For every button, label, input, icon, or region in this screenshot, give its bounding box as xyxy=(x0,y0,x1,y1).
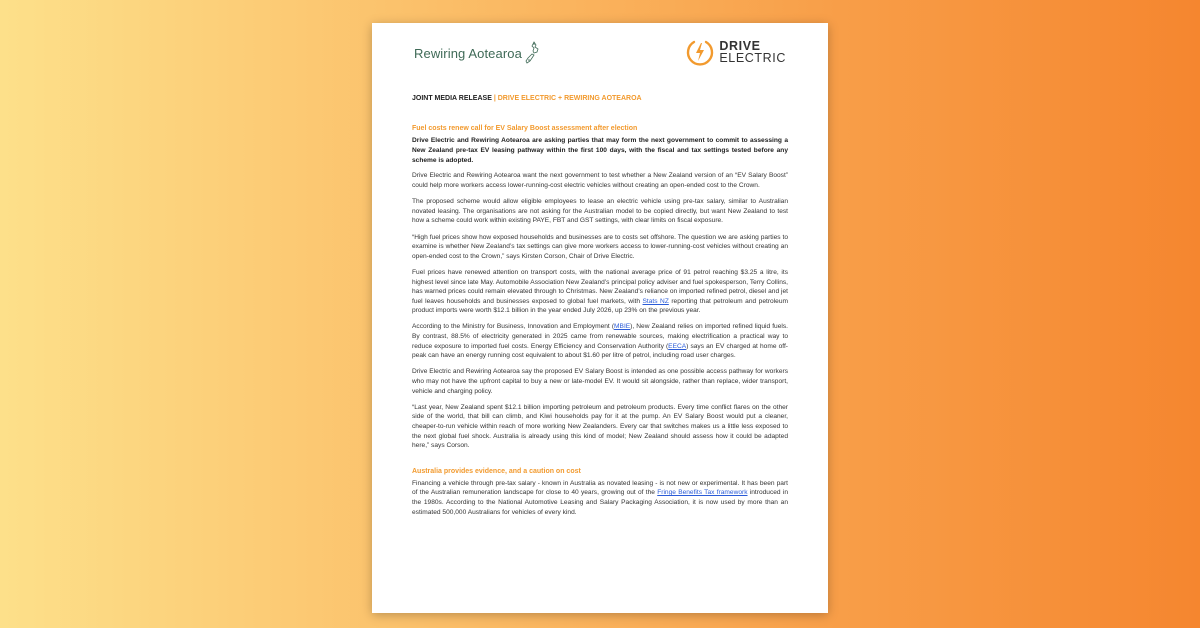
paragraph-2: The proposed scheme would allow eligible employees to lease an electric vehicle using pre-tax salary, similar to Australian novated leasing. The organisations are not asking for the Australian model to be copied directly, but want New Zealand to test how a scheme could work within existing PAYE, FBT and GST settings, with clear limits on fiscal exposure. xyxy=(412,198,788,225)
drive-electric-wordmark: DRIVE ELECTRIC xyxy=(719,39,786,65)
paragraph-8: Financing a vehicle through pre-tax salary - known in Australia as novated leasing - is not new or experimental. It has been part of the Australian remuneration landscape for close to 40 years, growing out of the Fringe Benefits Tax framework introduced in the 1980s. According to the National Automotive Leasing and Salary Packaging Association, it is now used by more than an estimated 500,000 Australians for vehicles of every kind. xyxy=(412,479,788,516)
paragraph-5: According to the Ministry for Business, Innovation and Employment (MBIE), New Zealand relies on imported refined liquid fuels. By contrast, 88.5% of electricity generated in 2025 came from renewable sources, making electrification a practical way to reduce exposure to imported fuel costs. Energy Efficiency and Conservation Authority (EECA) says an EV charged at home off-peak can have an energy running cost equivalent to about $1.60 per litre of petrol, including road user charges. xyxy=(412,323,789,360)
paragraph-4: Fuel prices have renewed attention on transport costs, with the national average price of 91 petrol reaching $3.25 a litre, its highest level since late May. Automobile Association New Zealand’s principal policy adviser and fuel spokesperson, Terry Collins, has warned prices could remain elevated through to Christmas. New Zealand’s reliance on imported refined petrol, diesel and jet fuel leaves households and businesses exposed to global fuel markets, with Stats NZ reporting that petroleum and petroleum product imports were worth $12.1 billion in the year ended July 2026, up 23% on the previous year. xyxy=(412,268,788,315)
paragraph-1: Drive Electric and Rewiring Aotearoa want the next government to test whether a New Zealand version of an “EV Salary Boost” could help more workers access lower-running-cost electric vehicles without creating an open-ended cost to the Crown. xyxy=(412,172,788,189)
stats-nz-link[interactable]: Stats NZ xyxy=(642,297,669,305)
lead-paragraph: Drive Electric and Rewiring Aotearoa are asking parties that may form the next government to commit to assessing a New Zealand pre-tax EV leasing pathway within the first 100 days, with the fiscal and tax settings tested before any scheme is adopted. xyxy=(412,137,788,164)
eeca-link[interactable]: EECA xyxy=(668,342,687,350)
release-separator: | xyxy=(493,95,496,102)
new-zealand-map-icon xyxy=(525,41,541,65)
paragraph-7: “Last year, New Zealand spent $12.1 billion importing petroleum and petroleum products. Every time conflict flares on the other side of the world, that bill can climb, and Kiwi households pay for it at the pump. An EV Salary Boost would put a cleaner, cheaper-to-run vehicle within reach of more working New Zealanders. Every car that switches makes us a little less exposed to the next global fuel shock. Australia is already using this kind of model; New Zealand should assess how it could be adapted here,” says Corson. xyxy=(412,403,788,450)
drive-electric-logo xyxy=(685,37,786,67)
section-heading: Australia provides evidence, and a caution on cost xyxy=(412,467,581,475)
release-partners: DRIVE ELECTRIC + REWIRING AOTEAROA xyxy=(497,95,642,102)
rewiring-aotearoa-wordmark: Rewiring Aotearoa xyxy=(414,45,522,61)
rewiring-aotearoa-logo xyxy=(414,41,541,65)
fringe-benefits-link[interactable]: Fringe Benefits Tax framework xyxy=(657,489,748,497)
logo-header xyxy=(412,23,788,93)
release-label: JOINT MEDIA RELEASE xyxy=(412,95,492,102)
paragraph-6: Drive Electric and Rewiring Aotearoa say the proposed EV Salary Boost is intended as one possible access pathway for workers who may not have the upfront capital to buy a new or late-model EV. It would sit alongside, rather than replace, wider transport, vehicle and charging policy. xyxy=(412,368,788,395)
paragraph-3: “High fuel prices show how exposed households and businesses are to costs set offshore. The question we are asking parties to examine is whether New Zealand’s tax settings can give more workers access to lower-running-cost vehicles without creating an open-ended cost to the Crown,” says Kirsten Corson, Chair of Drive Electric. xyxy=(412,233,788,260)
mbie-link[interactable]: MBIE xyxy=(614,323,631,331)
headline: Fuel costs renew call for EV Salary Boost assessment after election xyxy=(412,125,638,132)
press-release-page xyxy=(372,23,828,613)
lightning-plug-circle-icon xyxy=(685,37,715,67)
release-type-line xyxy=(412,95,788,102)
